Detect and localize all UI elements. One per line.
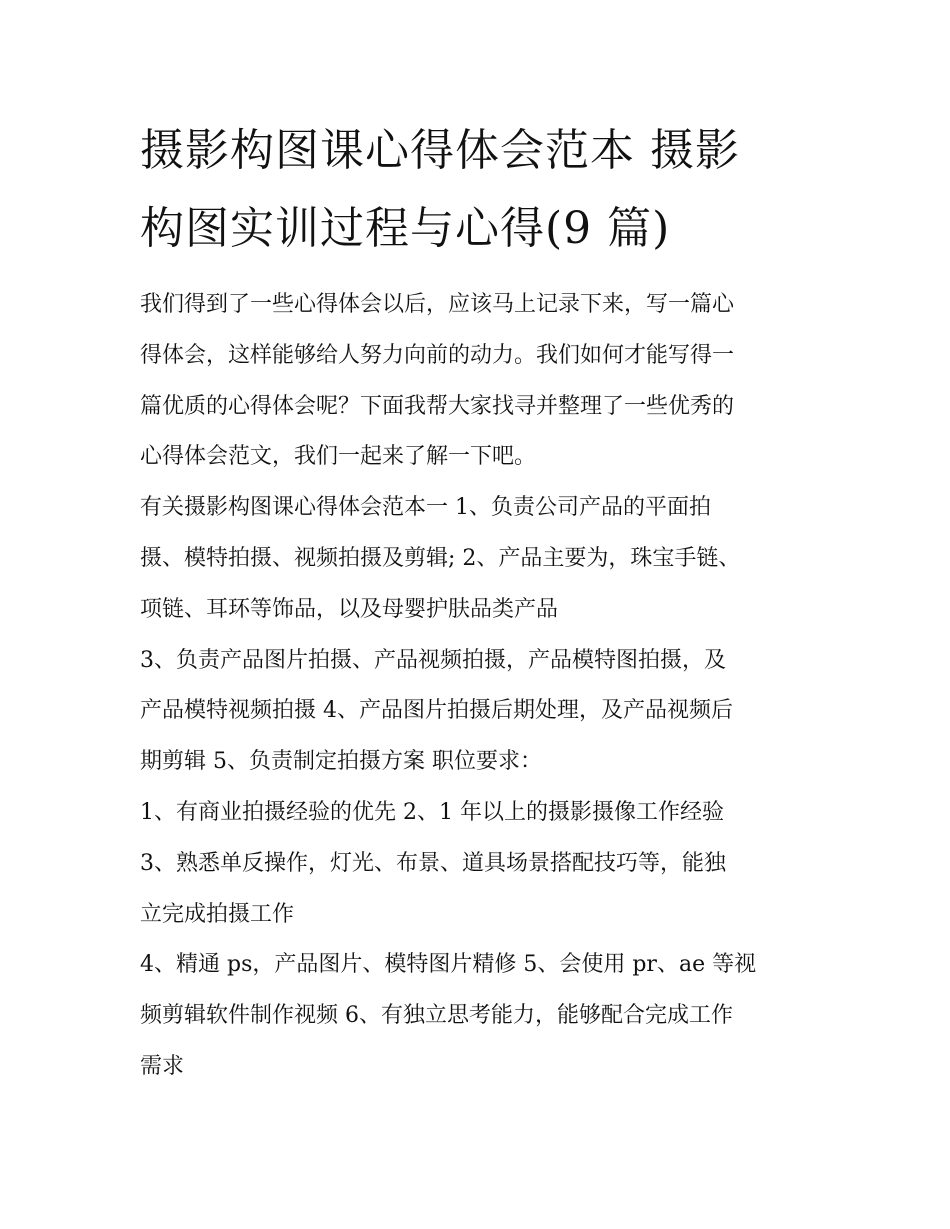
text-line: 需求 — [140, 1053, 185, 1079]
document-body — [140, 280, 820, 1093]
text-line: 篇优质的心得体会呢？下面我帮大家找寻并整理了一些优秀的 — [140, 393, 735, 419]
text-line: 产品模特视频拍摄 4、产品图片拍摄后期处理，及产品视频后 — [140, 698, 733, 724]
text-line: 心得体会范文，我们一起来了解一下吧。 — [140, 444, 537, 470]
text-line: 3、负责产品图片拍摄、产品视频拍摄，产品模特图拍摄，及 — [140, 647, 726, 673]
text-line: 摄、模特拍摄、视频拍摄及剪辑; 2、产品主要为，珠宝手链、 — [140, 545, 741, 571]
document-title — [140, 112, 820, 268]
job-duties-paragraph — [140, 483, 820, 635]
text-line: 得体会，这样能够给人努力向前的动力。我们如何才能写得一 — [140, 342, 735, 368]
text-line: 3、熟悉单反操作，灯光、布景、道具场景搭配技巧等，能独 — [140, 850, 726, 876]
text-line: 1、有商业拍摄经验的优先 2、1 年以上的摄影摄像工作经验 — [140, 799, 724, 825]
text-line: 期剪辑 5、负责制定拍摄方案 职位要求： — [140, 749, 542, 775]
requirements-paragraph-3 — [140, 940, 820, 1092]
text-line: 4、精通 ps，产品图片、模特图片精修 5、会使用 pr、ae 等视 — [140, 952, 757, 978]
job-duties-paragraph-2 — [140, 636, 820, 788]
text-line: 有关摄影构图课心得体会范本一 1、负责公司产品的平面拍 — [140, 495, 711, 521]
title-line: 摄影构图课心得体会范本 摄影 — [140, 125, 740, 176]
title-line: 构图实训过程与心得(9 篇) — [140, 203, 671, 254]
text-line: 我们得到了一些心得体会以后，应该马上记录下来，写一篇心 — [140, 292, 735, 317]
text-line: 频剪辑软件制作视频 6、有独立思考能力，能够配合完成工作 — [140, 1003, 733, 1029]
requirements-paragraph-1 — [140, 788, 820, 839]
text-line: 项链、耳环等饰品，以及母婴护肤品类产品 — [140, 596, 559, 622]
text-line: 立完成拍摄工作 — [140, 901, 295, 927]
requirements-paragraph-2 — [140, 839, 820, 941]
intro-paragraph — [140, 280, 820, 483]
